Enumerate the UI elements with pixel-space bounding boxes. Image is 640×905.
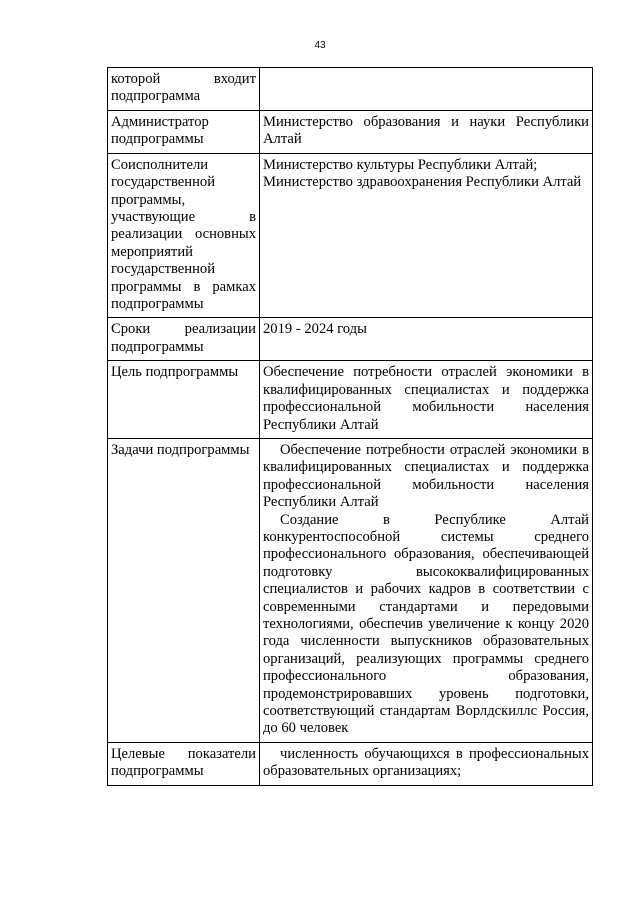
paragraph: Министерство образования и науки Республики Алтай [263, 114, 589, 148]
row-value [260, 742, 593, 785]
row-label: Соисполнители государственной программы, участвующие в реализации основных мероприятий государственной программы в рамках подпрограммы [108, 153, 260, 318]
paragraph: численность обучающихся в профессиональных образовательных организациях; [263, 745, 589, 780]
subprogram-passport-table [107, 67, 593, 786]
row-label: Задачи подпрограммы [108, 438, 260, 742]
row-label: Сроки реализации подпрограммы [108, 318, 260, 361]
row-label: которой входит подпрограмма [108, 68, 260, 111]
row-value [260, 318, 593, 361]
row-value [260, 153, 593, 318]
table-row [108, 111, 593, 154]
table-row [108, 438, 593, 742]
table-row [108, 68, 593, 111]
paragraph: Создание в Республике Алтай конкурентоспособной системы среднего профессионального образования, обеспечивающей подготовку высококвалифицированных специалистов и рабочих кадров в соответствии с современными стандартами и передовыми технологиями, обеспечив увеличение к концу 2020 года численности выпускников образовательных организаций, реализующих программы среднего профессионального образования, продемонстрировавших уровень подготовки, соответствующий стандартам Ворлдскиллс Россия, до 60 человек [263, 511, 589, 737]
row-value [260, 68, 593, 111]
paragraph: Министерство культуры Республики Алтай; [263, 156, 538, 173]
paragraph: Министерство здравоохранения Республики Алтай [263, 174, 582, 191]
row-label: Целевые показатели подпрограммы [108, 742, 260, 785]
page-number: 43 [314, 40, 326, 51]
paragraph: Обеспечение потребности отраслей экономики в квалифицированных специалистах и поддержка профессиональной мобильности населения Республики Алтай [263, 364, 589, 433]
table-row [108, 318, 593, 361]
table-row [108, 153, 593, 318]
row-value [260, 111, 593, 154]
table-row [108, 361, 593, 439]
row-label: Администратор подпрограммы [108, 111, 260, 154]
paragraph: Обеспечение потребности отраслей экономики в квалифицированных специалистах и поддержка профессиональной мобильности населения Республики Алтай [263, 441, 589, 511]
table-row [108, 742, 593, 785]
paragraph: 2019 - 2024 годы [263, 321, 367, 338]
row-value [260, 438, 593, 742]
row-label: Цель подпрограммы [108, 361, 260, 439]
row-value [260, 361, 593, 439]
